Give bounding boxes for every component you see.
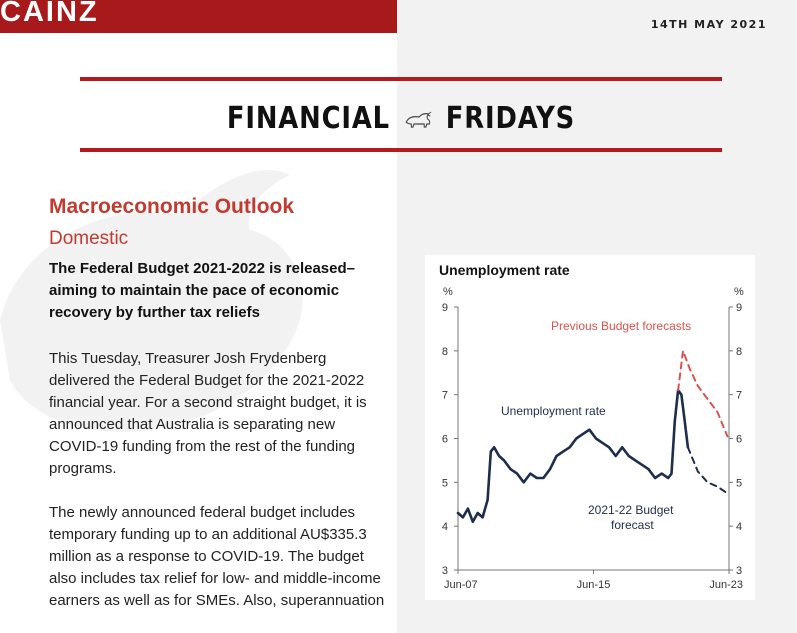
y-tick-label-right: 9	[736, 302, 743, 314]
body-paragraph-1: This Tuesday, Treasurer Josh Frydenberg delivered the Federal Budget for the 2021-2022 financial year. For a second straight budget, it is announced that Australia is separating new COVID-19 funding from the rest of the funding programs.	[49, 350, 367, 477]
chart-title: Unemployment rate	[439, 262, 570, 278]
y-tick-label-right: 3	[736, 565, 743, 577]
x-tick-label: Jun-07	[444, 579, 478, 591]
top-rule	[80, 77, 722, 81]
x-tick-label: Jun-23	[709, 579, 743, 591]
y-tick-label-right: 4	[736, 521, 743, 534]
chart-svg	[425, 255, 755, 600]
page-title	[125, 101, 677, 136]
label-budget-forecast-1: 2021-22 Budget	[588, 503, 674, 517]
y-tick-label-right: 5	[736, 477, 743, 490]
y-tick-label-right: 8	[736, 345, 743, 358]
y-tick-label-right: 6	[736, 433, 743, 446]
label-unemployment-rate: Unemployment rate	[501, 404, 606, 418]
y-unit-left: %	[443, 286, 453, 298]
bull-icon	[403, 110, 432, 130]
y-tick-label-left: 3	[441, 565, 448, 577]
logo-bar	[0, 0, 397, 33]
body-paragraph-2: The newly announced federal budget includes temporary funding up to an additional AU$335.3 million as a response to COVID-19. The budget also includes tax relief for low- and middle-income earners as well as for SMEs. Also, superannuation	[49, 504, 385, 609]
cainz-logo: CAINZ	[0, 0, 99, 28]
label-budget-forecast-2: forecast	[611, 518, 654, 532]
y-tick-label-left: 7	[441, 389, 448, 402]
bottom-rule	[80, 148, 722, 152]
issue-date: 14TH MAY 2021	[650, 18, 767, 31]
y-tick-label-left: 8	[441, 345, 448, 358]
section-heading: Macroeconomic Outlook	[49, 195, 295, 218]
title-right: FRIDAYS	[445, 101, 576, 136]
title-left: FINANCIAL	[226, 101, 390, 136]
series-line-2021-22-budget-forecast	[688, 447, 728, 493]
y-tick-label-left: 5	[441, 477, 448, 490]
y-tick-label-left: 4	[441, 521, 448, 534]
y-tick-label-right: 7	[736, 389, 743, 402]
lead-paragraph: The Federal Budget 2021-2022 is released–aiming to maintain the pace of economic recovery by further tax reliefs	[49, 260, 355, 321]
section-subheading: Domestic	[49, 228, 129, 249]
unemployment-chart	[425, 255, 755, 600]
y-tick-label-left: 6	[441, 433, 448, 446]
y-tick-label-left: 9	[441, 302, 448, 314]
y-unit-right: %	[734, 286, 744, 298]
x-tick-label: Jun-15	[576, 579, 611, 591]
label-previous-forecasts: Previous Budget forecasts	[551, 319, 692, 333]
